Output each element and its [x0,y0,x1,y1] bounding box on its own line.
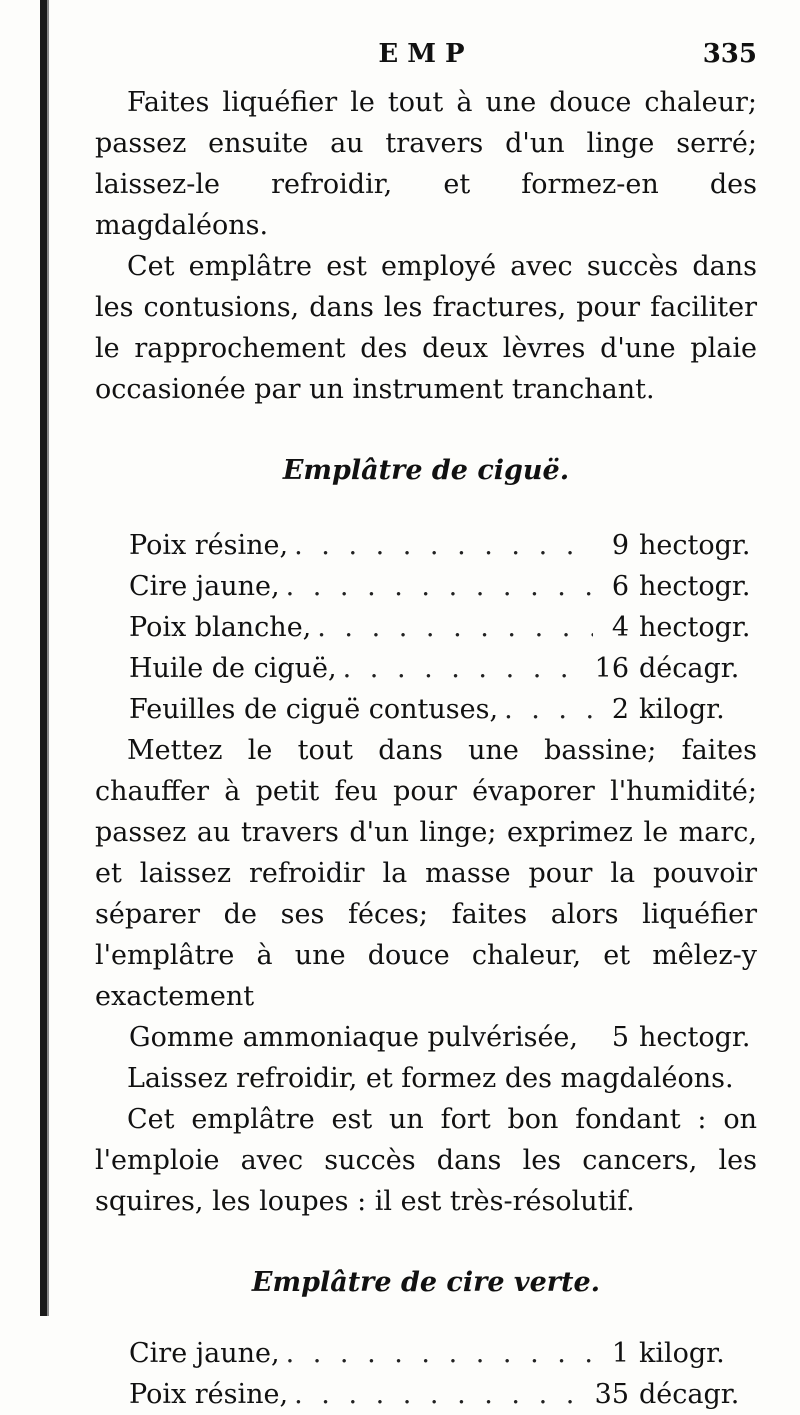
ingredient-unit: kilogr. [639,1338,725,1369]
paragraph-usage-intro: Cet emplâtre est employé avec succès dans les contusions, dans les fractures, pour faciliter le rapprochement des deux lèvres d'une plaie occasionée par un instrument tranchant. [95,251,757,405]
ingredient-qty: 16 [594,653,629,684]
page-number: 335 [702,39,757,69]
ingredient-name: Poix résine, [129,530,289,561]
leader-dots [504,689,593,730]
ingredient-qty: 9 [611,530,629,561]
ingredient-qty: 4 [611,612,629,643]
leader-dots [294,1374,589,1415]
ingredient-unit: décagr. [639,1379,740,1410]
book-page [95,30,757,1415]
ingredient-list-cire-verte [95,1333,757,1415]
running-head: EMP [378,39,474,69]
paragraph-liquefy: Faites liquéfier le tout à une douce chaleur; passez ensuite au travers d'un linge serré; laissez-le refroidir, et formez-en des magdaléons. [95,87,757,241]
leader-dots [317,607,593,648]
recipe-title-cire-verte: Emplâtre de cire verte. [251,1267,601,1298]
ingredient-row [95,525,757,566]
ingredient-unit: kilogr. [639,694,725,725]
ingredient-list-cigue [95,525,757,730]
ingredient-name: Poix blanche, [129,612,312,643]
ingredient-name: Feuilles de ciguë contuses, [129,694,499,725]
recipe-title-cigue: Emplâtre de ciguë. [282,455,570,486]
ingredient-name: Cire jaune, [129,1338,280,1369]
ingredient-name: Poix résine, [129,1379,289,1410]
ingredient-qty: 2 [611,694,629,725]
ingredient-qty: 6 [611,571,629,602]
ingredient-unit: hectogr. [639,1022,751,1053]
ingredient-unit: hectogr. [639,612,751,643]
leader-dots [286,566,593,607]
ingredient-name: Gomme ammoniaque pulvérisée, [129,1022,578,1053]
leader-dots [294,525,593,566]
paragraph-instructions: Mettez le tout dans une bassine; faites chauffer à petit feu pour évaporer l'humidité; passez au travers d'un linge; exprimez le marc, et laissez refroidir la masse pour la pouvoir séparer de ses féces; faites alors liquéfier l'emplâtre à une douce chaleur, et mêlez-y exactement [95,735,757,1012]
ingredient-row [95,648,757,689]
ingredient-unit: hectogr. [639,530,751,561]
page-header [95,30,757,82]
ingredient-row-gomme [95,1017,757,1058]
spine-edge [47,0,49,1316]
ingredient-unit: hectogr. [639,571,751,602]
ingredient-row [95,1333,757,1374]
leader-dots [286,1333,593,1374]
ingredient-row [95,689,757,730]
ingredient-row [95,566,757,607]
ingredient-name: Cire jaune, [129,571,280,602]
paragraph-usage: Cet emplâtre est un fort bon fondant : on l'emploie avec succès dans les cancers, les squires, les loupes : il est très-résolutif. [95,1104,757,1217]
ingredient-row [95,607,757,648]
leader-dots [343,648,589,689]
ingredient-name: Huile de ciguë, [129,653,337,684]
ingredient-qty: 5 [611,1022,629,1053]
ingredient-row [95,1374,757,1415]
ingredient-unit: décagr. [639,653,740,684]
paragraph-cool: Laissez refroidir, et formez des magdaléons. [127,1063,734,1094]
ingredient-qty: 35 [594,1379,629,1410]
ingredient-qty: 1 [611,1338,629,1369]
book-spine [40,0,47,1316]
